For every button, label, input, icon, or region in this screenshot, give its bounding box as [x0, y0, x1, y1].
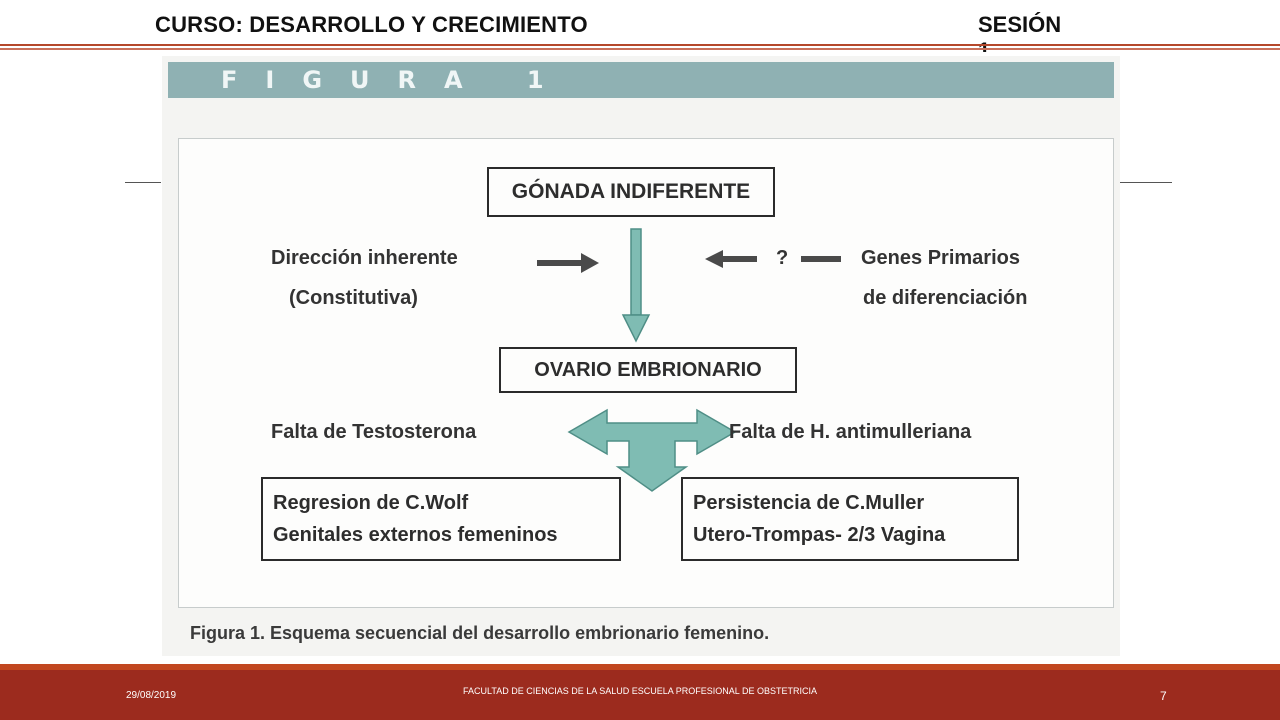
persistencia-muller-line2: Utero-Trompas- 2/3 Vagina	[693, 524, 946, 546]
gonada-indiferente-box: GÓNADA INDIFERENTE	[487, 167, 775, 217]
header-rule-secondary	[0, 48, 1280, 50]
regresion-wolf-line2: Genitales externos femeninos	[273, 524, 558, 546]
footer-date: 29/08/2019	[126, 690, 177, 701]
persistencia-muller-box	[681, 477, 1019, 561]
session-label: SESIÓN	[978, 12, 1062, 37]
ovario-embrionario-box: OVARIO EMBRIONARIO	[499, 347, 797, 393]
question-mark-label: ?	[776, 247, 789, 269]
constitutiva-label: (Constitutiva)	[289, 287, 418, 309]
diagram-panel	[178, 138, 1114, 608]
figure-banner	[168, 62, 1114, 98]
right-arrow	[537, 253, 599, 273]
falta-hamh-label: Falta de H. antimulleriana	[729, 421, 972, 443]
down-arrow	[623, 229, 649, 341]
page-number: 7	[1160, 689, 1167, 703]
figure-image	[162, 56, 1120, 656]
regresion-wolf-box	[261, 477, 621, 561]
genes-primarios-label: Genes Primarios	[861, 247, 1020, 269]
footer-bar	[0, 664, 1280, 720]
diferenciacion-label: de diferenciación	[863, 287, 1028, 309]
direccion-inherente-label: Dirección inherente	[271, 247, 458, 269]
regresion-wolf-line1: Regresion de C.Wolf	[273, 492, 469, 514]
right-divider-line	[1120, 182, 1172, 183]
left-divider-line	[125, 182, 161, 183]
persistencia-muller-line1: Persistencia de C.Muller	[693, 492, 925, 514]
dash-line	[801, 256, 841, 262]
figure-banner-text: FIGURA 1	[221, 66, 572, 94]
header-rule	[0, 44, 1280, 46]
left-arrow	[705, 250, 757, 268]
footer-institution: FACULTAD DE CIENCIAS DE LA SALUD ESCUELA PROFESIONAL DE OBSTETRICIA	[463, 686, 817, 696]
figure-caption: Figura 1. Esquema secuencial del desarrollo embrionario femenino.	[190, 623, 770, 643]
course-title: CURSO: DESARROLLO Y CRECIMIENTO	[155, 12, 588, 37]
footer-accent-strip	[0, 664, 1280, 670]
falta-testosterona-label: Falta de Testosterona	[271, 421, 477, 443]
